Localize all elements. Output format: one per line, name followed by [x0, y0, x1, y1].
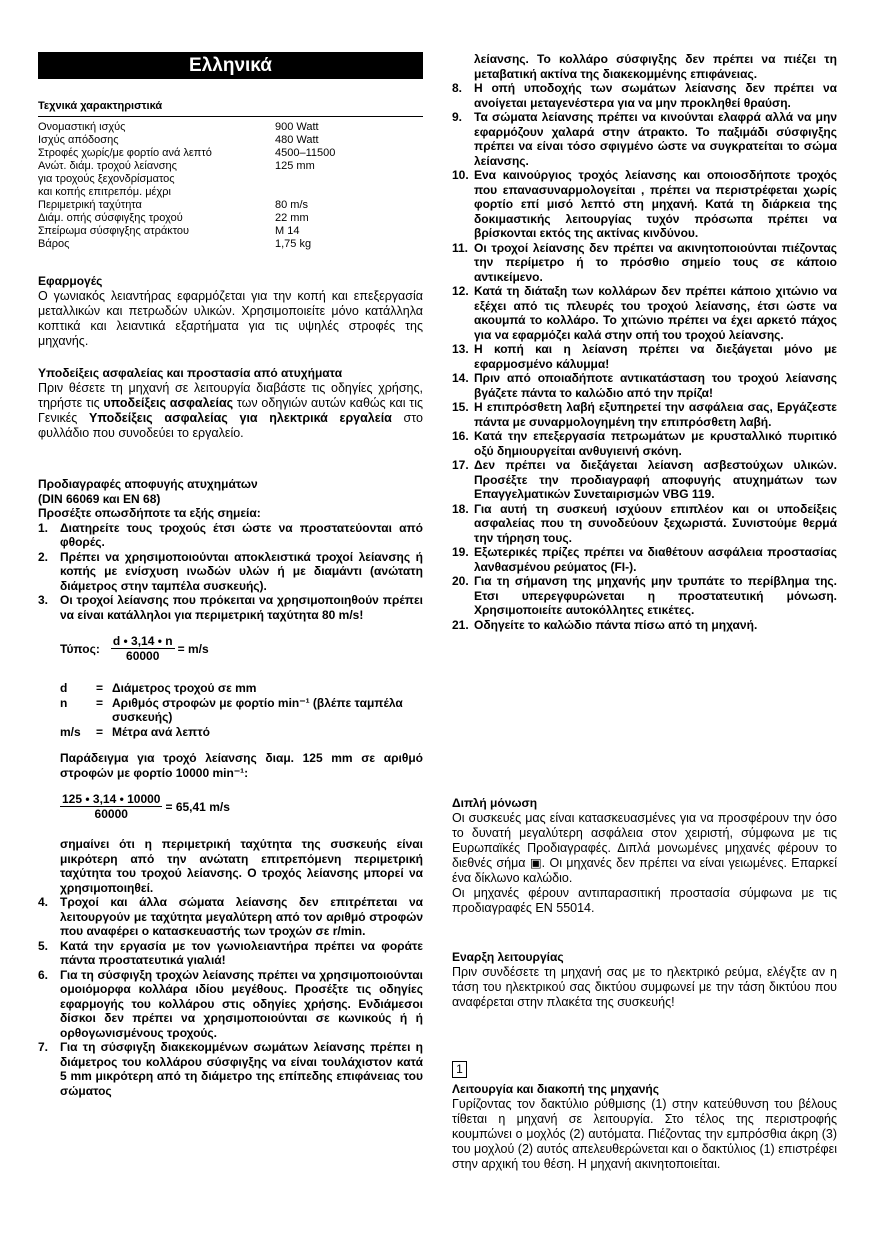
list-item: 13. Η κοπή και η λείανση πρέπει να διεξάγεται μόνο με εφαρμοσμένο κάλυμμα!	[452, 342, 837, 371]
list-item: 17. Δεν πρέπει να διεξάγεται λείανση ασβεστούχων υλικών. Προσέξτε την προδιαγραφή αποφυγής ατυχημάτων των Επαγγελματικών Συνεταιρισμών VBG 119.	[452, 458, 837, 501]
spec-row: Ισχύς απόδοσης 480 Watt	[38, 134, 319, 146]
regulations-title: Προδιαγραφές αποφυγής ατυχημάτων	[38, 477, 258, 491]
list-item: λείανσης. Το κολλάρο σύσφιγξης δεν πρέπει να πιέζει τη μεταβατική ακτίνα της διακεκομμένης επιφάνειας.	[474, 52, 837, 81]
regulations-intro: Προσέξτε οπωσδήποτε τα εξής σημεία:	[38, 506, 261, 520]
spec-row: Ονομαστική ισχύς 900 Watt	[38, 121, 319, 133]
list-item: 20. Για τη σήμανση της μηχανής μην τρυπάτε το περίβλημα της. Ετσι υπερεγφυρώνεται η προστατευτική μόνωση. Χρησιμοποιείτε αυτοκόλλητες ετικέτες.	[452, 574, 837, 617]
list-item: 8. Η οπή υποδοχής των σωμάτων λείανσης δεν πρέπει να ανοίγεται μεταγενέστερα για να μην προκληθεί θραύση.	[452, 81, 837, 110]
applications-text: Ο γωνιακός λειαντήρας εφαρμόζεται για την κοπή και επεξεργασία μεταλλικών και πετρωδών υλικών. Χρησιμοποιείτε μόνο κατάλληλα κοπτικά και λειαντικά εξαρτήματα για τις υψηλές στροφές της μηχανής.	[38, 288, 423, 348]
applications-title: Εφαρμογές	[38, 274, 103, 288]
list-item: 15. Η επιπρόσθετη λαβή εξυπηρετεί την ασφάλεια σας, Εργάζεστε πάντα με συναρμολογημένη την επιπρόσθετη λαβή.	[452, 400, 837, 429]
list-item: 21. Οδηγείτε το καλώδιο πάντα πίσω από τη μηχανή.	[452, 617, 758, 632]
spec-row: Στροφές χωρίς/με φορτίο ανά λεπτό 4500–11500	[38, 147, 336, 159]
list-item: 19. Εξωτερικές πρίζες πρέπει να διαθέτουν ασφάλεια προστασίας λανθασμένου ρεύματος (FI-).	[452, 545, 837, 574]
list-item: 11. Οι τροχοί λείανσης δεν πρέπει να ακινητοποιούνται πιέζοντας την περίμετρο ή το πρόσθιο σημείο τους σε κάποιο αντικείμενο.	[452, 240, 837, 284]
example-formula: $\frac{125 • 3,14 • 10000}{60000}$ = 65,41 m/s	[62, 792, 230, 821]
list-item: 14. Πριν από οποιαδήποτε αντικατάσταση του τροχού λείανσης βγάζετε πάντα το καλώδιο από την πρίζα!	[452, 371, 837, 400]
speed-formula: Τύπος: $\frac{d • 3,14 • n}{60000}$ = m/s	[60, 634, 209, 663]
startup-text: Πριν συνδέσετε τη μηχανή σας με το ηλεκτρικό ρεύμα, ελέγξτε αν η τάση του ηλεκτρικού σας δικτύου συμφωνεί με την τάση δικτύου που αναφέρεται στην πλακέτα της συσκευής!	[452, 964, 837, 1009]
legend-row: n = Αριθμός στροφών με φορτίο min⁻¹ (βλέπε ταμπέλα συσκευής)	[60, 695, 403, 724]
list-item: 1. Διατηρείτε τους τροχούς έτσι ώστε να προστατεύονται από φθορές.	[38, 520, 423, 549]
interference-text: Οι μηχανές φέρουν αντιπαρασιτική προστασία σύμφωνα με τις προδιαγραφές EN 55014.	[452, 885, 837, 915]
list-item: 6. Για τη σύσφιγξη τροχών λείανσης πρέπει να χρησιμοποιούνται ομοιόμορφα κολλάρα ιδίου μεγέθους. Προσέξτε τις οδηγίες εφαρμογής του κολλάρου στις οδηγίες χρήσης. Ενδιάμεσοι δίσκοι δεν πρέπει να χρησιμοποιούνται σε κωνικούς ή ή ορθογωνισμένους τροχούς.	[38, 967, 423, 1040]
list-item: 10. Ενα καινούργιος τροχός λείανσης και οποιοσδήποτε τροχός που επανασυναρμολογείται , πρέπει να περιστρέφεται χωρίς φορτίο επί μισό λεπτό στη μηχανή. Κατά τη διάρκεια της δοκιμαστικής λειτουργίας τυχόν πρόσωπα πρέπει να βρίσκονται εκτός της ακτίνας κινδύνου.	[452, 168, 837, 240]
spec-row: Σπείρωμα σύσφιγξης ατράκτου M 14	[38, 225, 300, 237]
example-text: Παράδειγμα για τροχό λείανσης διαμ. 125 mm σε αριθμό στροφών με φορτίο 10000 min⁻¹:	[60, 751, 423, 780]
operation-title: Λειτουργία και διακοπή της μηχανής	[452, 1082, 660, 1096]
list-item: 5. Κατά την εργασία με τον γωνιολειαντήρα πρέπει να φοράτε πάντα προστατευτικά γιαλιά!	[38, 938, 423, 967]
specs-title: Τεχνικά χαρακτηριστικά	[38, 100, 163, 112]
operation-section	[452, 1060, 837, 1172]
safety-text: Πριν θέσετε τη μηχανή σε λειτουργία διαβάστε τις οδηγίες χρήσης, τηρήστε τις υποδείξεις ασφαλείας των οδηγιών αυτών καθώς και τις Γενικές Υποδείξεις ασφαλείας για ηλεκτρικά εργαλεία στο φυλλάδιο που συνοδεύει το εργαλείο.	[38, 380, 423, 440]
double-insulation-text: Οι συσκευές μας είναι κατασκευασμένες για να προσφέρουν την όσο το δυνατή μεγαλύτερη ασφάλεια στον χειριστή, σύμφωνα με τις Ευρωπαϊκές Προδιαγραφές. Διπλά μονωμένες μηχανές φέρουν το διεθνές σήμα ▣. Οι μηχανές δεν πρέπει να είναι γειωμένες. Επαρκεί ένα δίκλωνο καλώδιο.	[452, 810, 837, 885]
specs-table	[38, 121, 423, 251]
formula-legend	[60, 681, 423, 739]
example-conclusion: σημαίνει ότι η περιμετρική ταχύτητα της συσκευής είναι μικρότερη από την ανώτατη επιτρεπόμενη περιμετρική ταχύτητα του τροχού λείανσης. Ο τροχός λείανσης μπορεί να χρησιμοποιηθεί.	[60, 837, 423, 895]
applications-section	[38, 274, 423, 349]
legend-row: d = Διάμετρος τροχού σε mm	[60, 681, 257, 695]
spec-row: και κοπής επιτρεπόμ. μέχρι	[38, 186, 171, 198]
spec-row: Περιμετρική ταχύτητα 80 m/s	[38, 199, 309, 211]
list-item: 3. Οι τροχοί λείανσης που πρόκειται να χρησιμοποιηθούν πρέπει να είναι κατάλληλοι για περιμετρική ταχύτητα 80 m/s!	[38, 593, 423, 622]
regulations-standard: (DIN 66069 και EN 68)	[38, 491, 161, 506]
list-item: 18. Για αυτή τη συσκευή ισχύουν επιπλέον και οι υποδείξεις ασφαλείας που τη συνοδεύουν ξεχωριστά. Συνιστούμε θερμά την τήρηση τους.	[452, 501, 837, 545]
spec-row: Διάμ. οπής σύσφιγξης τροχού 22 mm	[38, 212, 309, 224]
list-item: 7. Για τη σύσφιγξη διακεκομμένων σωμάτων λείανσης πρέπει η διάμετρος του κολλάρου σύσφιγξης να είναι τουλάχιστον κατά 5 mm μικρότερη από τη διάμετρο της επίπεδης επιφάνειας του σώματος	[38, 1040, 423, 1098]
spec-row: Βάρος 1,75 kg	[38, 238, 312, 250]
list-item: 9. Τα σώματα λείανσης πρέπει να κινούνται ελαφρά αλλά να μην εφαρμόζουν χαλαρά στην άτρακτο. Το παξιμάδι σύσφιγξης πρέπει να είναι τόσο σφιγμένο ώστε να συγκρατείται το σώμα λείανσης.	[452, 110, 837, 168]
spec-row: Ανώτ. διάμ. τροχού λείανσης 125 mm	[38, 160, 315, 172]
startup-section	[452, 950, 837, 1010]
safety-title: Υποδείξεις ασφαλείας και προστασία από ατυχήματα	[38, 366, 343, 380]
regulations-continued	[452, 52, 837, 632]
figure-number: 1	[452, 1061, 467, 1078]
double-insulation-title: Διπλή μόνωση	[452, 796, 538, 810]
operation-text: Γυρίζοντας τον δακτύλιο ρύθμισης (1) στην κατεύθυνση του βέλους τίθεται η μηχανή σε λειτουργία. Στο τέλος της περιστροφής κουμπώνει ο μοχλός (2) αυτόματα. Πιέζοντας την εμπρόσθια άκρη (3) του μοχλού (2) αυτός απελευθερώνεται και ο δακτύλιος (1) επιστρέφει στην αρχική του θέση. Η μηχανή ακινητοποιείται.	[452, 1096, 837, 1171]
specs-divider	[38, 116, 423, 117]
startup-title: Εναρξη λειτουργίας	[452, 950, 564, 964]
double-insulation-section	[452, 796, 837, 916]
list-item: 12. Κατά τη διάταξη των κολλάρων δεν πρέπει κάποιο χιτώνιο να εξέχει από τις πλευρές του τροχού λείανσης, έτσι ώστε να ακουμπά το κολλάρο. Το χιτώνιο πρέπει να έχει αρκετό πάχος για να εφαρμόζει καλά στην οπή του τροχού λείανσης.	[452, 284, 837, 342]
list-item: 4. Τροχοί και άλλα σώματα λείανσης δεν επιτρέπεται να λειτουργούν με ταχύτητα μεγαλύτερη από τον αριθμό στροφών που αναφέρει ο κατασκευαστής των τροχών σε r/min.	[38, 895, 423, 938]
list-item: 2. Πρέπει να χρησιμοποιούνται αποκλειστικά τροχοί λείανσης ή κοπής με ενίσχυση ινωδών υλών ή με διαμάντι (ανώτατη διάμετρος στην ταμπέλα συσκευής).	[38, 549, 423, 593]
safety-section	[38, 366, 423, 441]
double-insulation-icon: ▣	[529, 855, 542, 870]
language-banner: Ελληνικά	[38, 52, 423, 79]
list-item: 16. Κατά την επεξεργασία πετρωμάτων με κρυσταλλικό πυριτικό οξύ δημιουργείται ανθυγιεινή σκόνη.	[452, 429, 837, 458]
spec-row: για τροχούς ξεχονδρίσματος	[38, 173, 175, 185]
legend-row: m/s = Μέτρα ανά λεπτό	[60, 724, 210, 739]
regulations-section	[38, 477, 423, 1098]
